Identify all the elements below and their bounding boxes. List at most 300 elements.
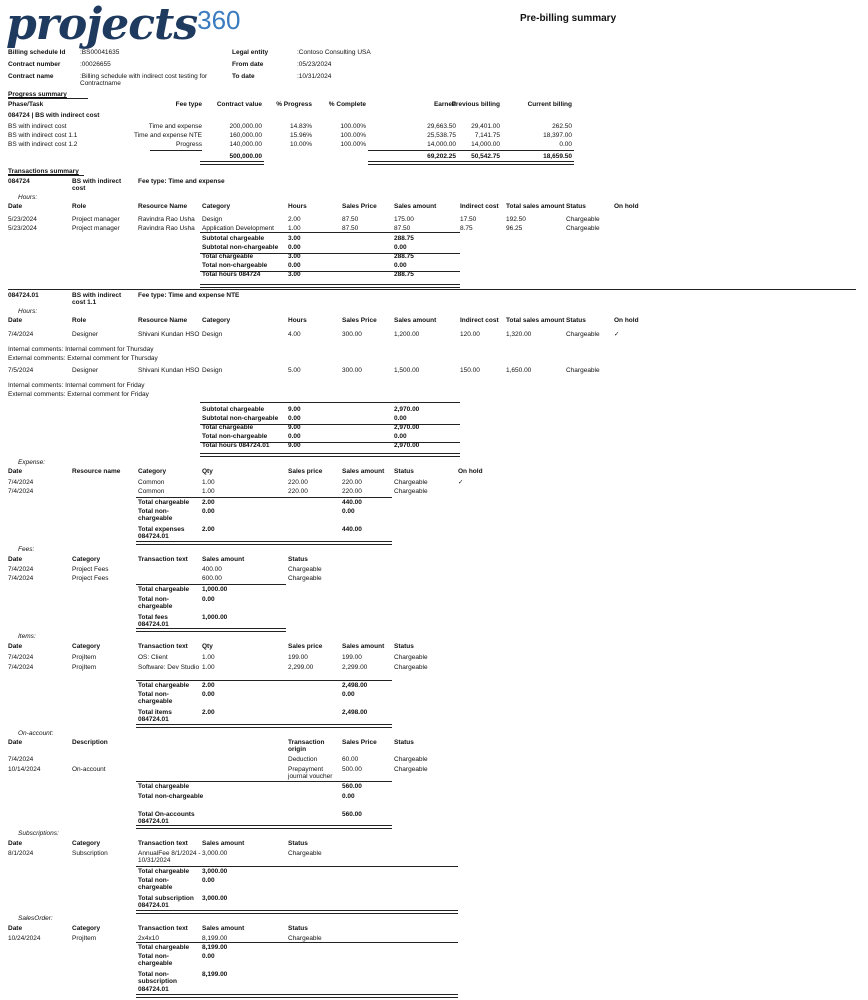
summary-label: Total expenses 084724.01 <box>138 526 185 541</box>
table-cell: 17.50 <box>460 216 477 223</box>
column-header: % Progress <box>276 101 312 108</box>
table-cell: 7/4/2024 <box>8 654 34 661</box>
column-header: Date <box>8 925 23 932</box>
table-cell: 7/5/2024 <box>8 367 34 374</box>
rule-line <box>136 866 458 867</box>
column-header: Fee type <box>175 101 202 108</box>
table-cell: Ravindra Rao Usha <box>138 225 195 232</box>
comment: External comments: External comment for Thursday <box>8 355 158 362</box>
table-cell: 5.00 <box>288 367 301 374</box>
table-cell: 15.96% <box>289 132 312 139</box>
table-cell: 160,000.00 <box>229 132 262 139</box>
table-cell: 7/4/2024 <box>8 575 34 582</box>
table-cell: Designer <box>72 367 99 374</box>
column-header: Hours <box>288 203 307 210</box>
column-header: Date <box>8 203 23 210</box>
summary-label: Total hours 084724 <box>202 271 261 278</box>
column-header: Category <box>72 643 101 650</box>
column-header: Transaction text <box>138 643 188 650</box>
table-cell: Chargeable <box>566 216 600 223</box>
summary-label: Subtotal non-chargeable <box>202 415 279 422</box>
rule-line <box>136 942 458 943</box>
table-cell: 7/4/2024 <box>8 756 34 763</box>
table-cell: 8/1/2024 <box>8 850 34 857</box>
table-cell: Project Fees <box>72 566 109 573</box>
table-cell: 300.00 <box>342 331 362 338</box>
total-cell: 69,202.25 <box>427 153 456 160</box>
column-header: On hold <box>614 203 639 210</box>
table-cell: 2,299.00 <box>342 664 368 671</box>
summary-label: Total non-chargeable <box>202 433 268 440</box>
summary-value: 560.00 <box>342 811 362 818</box>
column-header: Status <box>394 643 414 650</box>
task-code: 084724 <box>8 178 30 185</box>
table-cell: 100.00% <box>340 141 366 148</box>
column-header: Status <box>288 840 308 847</box>
rule-line <box>136 628 286 632</box>
table-cell: Chargeable <box>288 566 322 573</box>
column-header: Sales Price <box>342 203 377 210</box>
total-cell: 500,000.00 <box>229 153 262 160</box>
column-header: Transaction text <box>138 840 188 847</box>
table-cell: 87.50 <box>342 216 359 223</box>
summary-label: Total chargeable <box>138 682 190 689</box>
summary-label: Total non-subscription 084724.01 <box>138 971 178 993</box>
table-cell: ✓ <box>458 479 464 486</box>
summary-value: 0.00 <box>394 244 407 251</box>
table-cell: Chargeable <box>394 488 428 495</box>
column-header: Sales amount <box>394 203 437 210</box>
table-cell: 200,000.00 <box>229 123 262 130</box>
summary-value: 9.00 <box>288 424 301 431</box>
summary-value: 2,498.00 <box>342 682 368 689</box>
table-cell: 600.00 <box>202 575 222 582</box>
rule-line <box>368 161 574 165</box>
table-cell: Chargeable <box>394 664 428 671</box>
table-cell: 25,538.75 <box>427 132 456 139</box>
table-cell: 1,320.00 <box>506 331 532 338</box>
column-header: Earned <box>433 101 456 108</box>
table-cell: 10/24/2024 <box>8 935 41 942</box>
column-header: Qty <box>202 643 213 650</box>
table-cell: Time and expense <box>148 123 202 130</box>
table-cell: 18,397.00 <box>543 132 572 139</box>
summary-value: 3.00 <box>288 235 301 242</box>
table-cell: 3,000.00 <box>202 850 228 857</box>
subsection-label: SalesOrder: <box>18 915 53 922</box>
table-cell: 1,500.00 <box>394 367 420 374</box>
summary-value: 3.00 <box>288 271 301 278</box>
column-header: Status <box>566 317 586 324</box>
table-cell: 500.00 <box>342 766 362 773</box>
comment: Internal comments: Internal comment for Thursday <box>8 346 154 353</box>
column-header: Date <box>8 317 23 324</box>
table-cell: 7/4/2024 <box>8 331 34 338</box>
table-cell: 300.00 <box>342 367 362 374</box>
table-cell: 1.00 <box>288 225 301 232</box>
summary-value: 0.00 <box>394 262 407 269</box>
table-cell: 8.75 <box>460 225 473 232</box>
table-cell: Chargeable <box>566 367 600 374</box>
table-cell: Design <box>202 216 223 223</box>
summary-label: Total On-accounts 084724.01 <box>138 811 195 826</box>
table-cell: 140,000.00 <box>229 141 262 148</box>
label: From date <box>232 61 264 68</box>
label: Billing schedule Id <box>8 49 66 56</box>
rule-line <box>136 910 458 914</box>
table-cell: 1.00 <box>202 488 215 495</box>
summary-label: Total non-chargeable <box>138 691 173 706</box>
summary-label: Subtotal chargeable <box>202 235 265 242</box>
total-cell: 18,659.50 <box>543 153 572 160</box>
summary-value: 0.00 <box>342 793 355 800</box>
table-cell: 7/4/2024 <box>8 488 34 495</box>
page-title: Pre-billing summary <box>520 13 617 24</box>
summary-value: 0.00 <box>288 244 301 251</box>
rule-line <box>8 175 84 176</box>
rule-line <box>136 825 392 829</box>
column-header: Category <box>202 317 231 324</box>
table-cell: Chargeable <box>566 225 600 232</box>
column-header: Total sales amount <box>506 317 565 324</box>
column-header: Date <box>8 739 23 746</box>
column-header: Status <box>288 556 308 563</box>
column-header: Sales Price <box>342 739 377 746</box>
table-cell: 120.00 <box>460 331 480 338</box>
column-header: Indirect cost <box>460 203 499 210</box>
column-header: Phase/Task <box>8 101 44 108</box>
table-cell: Software: Dev Studio <box>138 664 200 671</box>
column-header: On hold <box>458 468 483 475</box>
summary-value: 0.00 <box>288 262 301 269</box>
column-header: Sales amount <box>202 840 245 847</box>
table-cell: 175.00 <box>394 216 414 223</box>
table-cell: 1,200.00 <box>394 331 420 338</box>
summary-value: 440.00 <box>342 499 362 506</box>
table-cell: BS with indirect cost <box>8 123 67 130</box>
table-cell: BS with indirect cost 1.1 <box>8 132 78 139</box>
table-cell: Project manager <box>72 225 120 232</box>
table-cell: ProjItem <box>72 935 97 942</box>
table-cell: Designer <box>72 331 99 338</box>
table-cell: 14,000.00 <box>427 141 456 148</box>
table-cell: 29,663.50 <box>427 123 456 130</box>
table-cell: ProjItem <box>72 664 97 671</box>
table-cell: 1.00 <box>202 654 215 661</box>
column-header: Role <box>72 203 87 210</box>
rule-line <box>136 724 392 728</box>
column-header: Sales amount <box>202 556 245 563</box>
table-cell: 199.00 <box>288 654 308 661</box>
summary-value: 9.00 <box>288 442 301 449</box>
column-header: Resource name <box>72 468 121 475</box>
table-cell: 262.50 <box>552 123 572 130</box>
summary-value: 440.00 <box>342 526 362 533</box>
summary-value: 0.00 <box>202 953 215 960</box>
column-header: Category <box>72 556 101 563</box>
fee-type: Fee type: Time and expense <box>138 178 225 185</box>
table-cell: Ravindra Rao Usha <box>138 216 195 223</box>
summary-value: 8,199.00 <box>202 971 228 978</box>
column-header: Previous billing <box>451 101 500 108</box>
summary-label: Total chargeable <box>138 868 190 875</box>
table-cell: 87.50 <box>342 225 359 232</box>
rule-line <box>200 232 460 233</box>
summary-value: 2,970.00 <box>394 406 420 413</box>
summary-label: Subtotal chargeable <box>202 406 265 413</box>
table-cell: Deduction <box>288 756 318 763</box>
summary-value: 3,000.00 <box>202 868 228 875</box>
column-header: Status <box>566 203 586 210</box>
table-cell: Chargeable <box>566 331 600 338</box>
table-cell: 220.00 <box>288 479 308 486</box>
table-cell: 7/4/2024 <box>8 479 34 486</box>
column-header: Date <box>8 556 23 563</box>
column-header: Status <box>394 739 414 746</box>
summary-label: Total chargeable <box>138 783 190 790</box>
rule-line <box>200 284 460 288</box>
table-cell: Design <box>202 331 223 338</box>
summary-value: 0.00 <box>202 508 215 515</box>
summary-value: 1,000.00 <box>202 614 228 621</box>
summary-label: Total chargeable <box>202 424 254 431</box>
column-header: Hours <box>288 317 307 324</box>
column-header: Role <box>72 317 87 324</box>
table-cell: On-account <box>72 766 106 773</box>
summary-label: Total chargeable <box>138 586 190 593</box>
column-header: Date <box>8 840 23 847</box>
table-cell: Shivani Kundan HSO <box>138 367 200 374</box>
table-cell: Time and expense NTE <box>133 132 202 139</box>
summary-value: 0.00 <box>202 877 215 884</box>
summary-label: Total hours 084724.01 <box>202 442 270 449</box>
value: :05/23/2024 <box>297 61 332 68</box>
comment: External comments: External comment for Friday <box>8 391 149 398</box>
table-cell: 87.50 <box>394 225 411 232</box>
table-cell: 1.00 <box>202 664 215 671</box>
table-cell: 2.00 <box>288 216 301 223</box>
column-header: Resource Name <box>138 203 188 210</box>
summary-label: Total chargeable <box>138 944 190 951</box>
column-header: Status <box>288 925 308 932</box>
table-cell: 8,199.00 <box>202 935 228 942</box>
column-header: Description <box>72 739 108 746</box>
table-cell: 220.00 <box>342 479 362 486</box>
table-cell: ProjItem <box>72 654 97 661</box>
table-cell: Chargeable <box>288 850 322 857</box>
summary-value: 0.00 <box>288 433 301 440</box>
column-header: Sales price <box>288 643 323 650</box>
summary-value: 0.00 <box>342 508 355 515</box>
table-cell: Design <box>202 367 223 374</box>
rule-line <box>200 402 460 403</box>
table-cell: OS: Client <box>138 654 168 661</box>
column-header: Transaction text <box>138 925 188 932</box>
table-cell: Chargeable <box>394 756 428 763</box>
column-header: Resource Name <box>138 317 188 324</box>
table-cell: Prepayment journal voucher <box>288 766 333 781</box>
table-cell: 10.00% <box>289 141 312 148</box>
column-header: Sales amount <box>202 925 245 932</box>
table-cell: 4.00 <box>288 331 301 338</box>
rule-line <box>200 453 460 457</box>
column-header: Category <box>202 203 231 210</box>
table-cell: Chargeable <box>288 935 322 942</box>
summary-value: 2.00 <box>202 682 215 689</box>
projects360-logo: projects$^{360}$ <box>6 0 241 50</box>
table-cell: BS with indirect cost 1.2 <box>8 141 78 148</box>
table-cell: Project Fees <box>72 575 109 582</box>
rule-line <box>136 994 458 998</box>
rule-line <box>200 161 264 165</box>
summary-label: Total non-chargeable <box>138 793 204 800</box>
column-header: Total sales amount <box>506 203 565 210</box>
label: To date <box>232 73 255 80</box>
table-cell: 220.00 <box>288 488 308 495</box>
task-name: BS with indirect cost 1.1 <box>72 292 122 307</box>
table-cell: 192.50 <box>506 216 526 223</box>
value: :BS00041635 <box>80 49 120 56</box>
summary-value: 0.00 <box>202 596 215 603</box>
value: :Contoso Consulting USA <box>297 49 371 56</box>
column-header: Sales amount <box>394 317 437 324</box>
table-cell: 220.00 <box>342 488 362 495</box>
table-cell: Common <box>138 479 165 486</box>
table-cell: 96.25 <box>506 225 523 232</box>
table-cell: Application Development <box>202 225 274 232</box>
column-header: Sales amount <box>342 643 385 650</box>
summary-value: 288.75 <box>394 271 414 278</box>
summary-value: 2,498.00 <box>342 709 368 716</box>
table-cell: 199.00 <box>342 654 362 661</box>
column-header: Sales amount <box>342 468 385 475</box>
table-cell: 2,299.00 <box>288 664 314 671</box>
summary-value: 9.00 <box>288 406 301 413</box>
table-cell: Subscription <box>72 850 108 857</box>
table-cell: Project manager <box>72 216 120 223</box>
summary-value: 3.00 <box>288 253 301 260</box>
rule-line <box>368 150 574 151</box>
section-title: Progress summary <box>8 91 67 98</box>
rule-line <box>136 584 286 585</box>
column-header: Category <box>72 925 101 932</box>
label: Contract number <box>8 61 61 68</box>
column-header: Indirect cost <box>460 317 499 324</box>
table-cell: 7/4/2024 <box>8 664 34 671</box>
summary-label: Total chargeable <box>202 253 254 260</box>
summary-value: 1,000.00 <box>202 586 228 593</box>
summary-value: 2,970.00 <box>394 442 420 449</box>
value: :00026655 <box>80 61 111 68</box>
summary-label: Total subscription 084724.01 <box>138 895 194 910</box>
table-cell: AnnualFee 8/1/2024 - 10/31/2024 <box>138 850 201 865</box>
summary-label: Total non-chargeable <box>138 596 173 611</box>
table-cell: 7,141.75 <box>474 132 500 139</box>
fee-type: Fee type: Time and expense NTE <box>138 292 240 299</box>
summary-label: Total non-chargeable <box>202 262 268 269</box>
rule-line <box>136 781 392 782</box>
summary-value: 8,199.00 <box>202 944 228 951</box>
summary-value: 3,000.00 <box>202 895 228 902</box>
table-cell: Chargeable <box>394 766 428 773</box>
table-cell: 7/4/2024 <box>8 566 34 573</box>
summary-label: Total items 084724.01 <box>138 709 172 724</box>
subsection-label: Hours: <box>18 194 38 201</box>
table-cell: Shivani Kundan HSO <box>138 331 200 338</box>
summary-value: 0.00 <box>394 415 407 422</box>
table-cell: Common <box>138 488 165 495</box>
section-title: Transactions summary <box>8 168 79 175</box>
column-header: Contract value <box>216 101 262 108</box>
column-header: Category <box>138 468 167 475</box>
column-header: Transaction text <box>138 556 188 563</box>
table-cell: 10/14/2024 <box>8 766 41 773</box>
column-header: Transaction origin <box>288 739 325 754</box>
subsection-label: Subscriptions: <box>18 830 59 837</box>
column-header: Current billing <box>527 101 572 108</box>
column-header: Sales price <box>288 468 323 475</box>
subsection-label: Expense: <box>18 459 46 466</box>
table-cell: 60.00 <box>342 756 359 763</box>
table-cell: 14.83% <box>289 123 312 130</box>
summary-value: 288.75 <box>394 235 414 242</box>
table-cell: 1,650.00 <box>506 367 532 374</box>
column-header: Qty <box>202 468 213 475</box>
table-cell: 5/23/2024 <box>8 225 37 232</box>
table-cell: 100.00% <box>340 123 366 130</box>
summary-value: 2.00 <box>202 709 215 716</box>
value: :10/31/2024 <box>297 73 332 80</box>
summary-value: 2,970.00 <box>394 424 420 431</box>
summary-value: 560.00 <box>342 783 362 790</box>
summary-label: Total chargeable <box>138 499 190 506</box>
table-cell: Chargeable <box>394 654 428 661</box>
table-cell: Chargeable <box>394 479 428 486</box>
summary-value: 0.00 <box>202 691 215 698</box>
table-cell: 14,000.00 <box>471 141 500 148</box>
rule-line <box>136 680 392 681</box>
task-name: BS with indirect cost <box>72 178 122 193</box>
column-header: On hold <box>614 317 639 324</box>
summary-value: 0.00 <box>288 415 301 422</box>
table-cell: Chargeable <box>288 575 322 582</box>
summary-label: Total non-chargeable <box>138 508 173 523</box>
rule-line <box>8 98 88 99</box>
summary-label: Total non-chargeable <box>138 877 173 892</box>
table-cell: 1.00 <box>202 479 215 486</box>
label: Legal entity <box>232 49 269 56</box>
rule-line <box>150 150 202 151</box>
table-cell: 2x4x10 <box>138 935 159 942</box>
table-cell: 150.00 <box>460 367 480 374</box>
label: Contract name <box>8 73 54 80</box>
total-cell: 50,542.75 <box>471 153 500 160</box>
table-cell: Progress <box>175 141 202 148</box>
column-header: Status <box>394 468 414 475</box>
rule-line <box>8 289 856 290</box>
table-cell: 5/23/2024 <box>8 216 37 223</box>
rule-line <box>136 497 392 498</box>
column-header: % Complete <box>328 101 366 108</box>
table-cell: 400.00 <box>202 566 222 573</box>
subsection-label: Items: <box>18 633 36 640</box>
comment: Internal comments: Internal comment for Friday <box>8 382 145 389</box>
summary-value: 2.00 <box>202 526 215 533</box>
subsection-label: Fees: <box>18 546 35 553</box>
rule-line <box>136 541 392 545</box>
summary-value: 0.00 <box>342 691 355 698</box>
table-cell: 100.00% <box>340 132 366 139</box>
